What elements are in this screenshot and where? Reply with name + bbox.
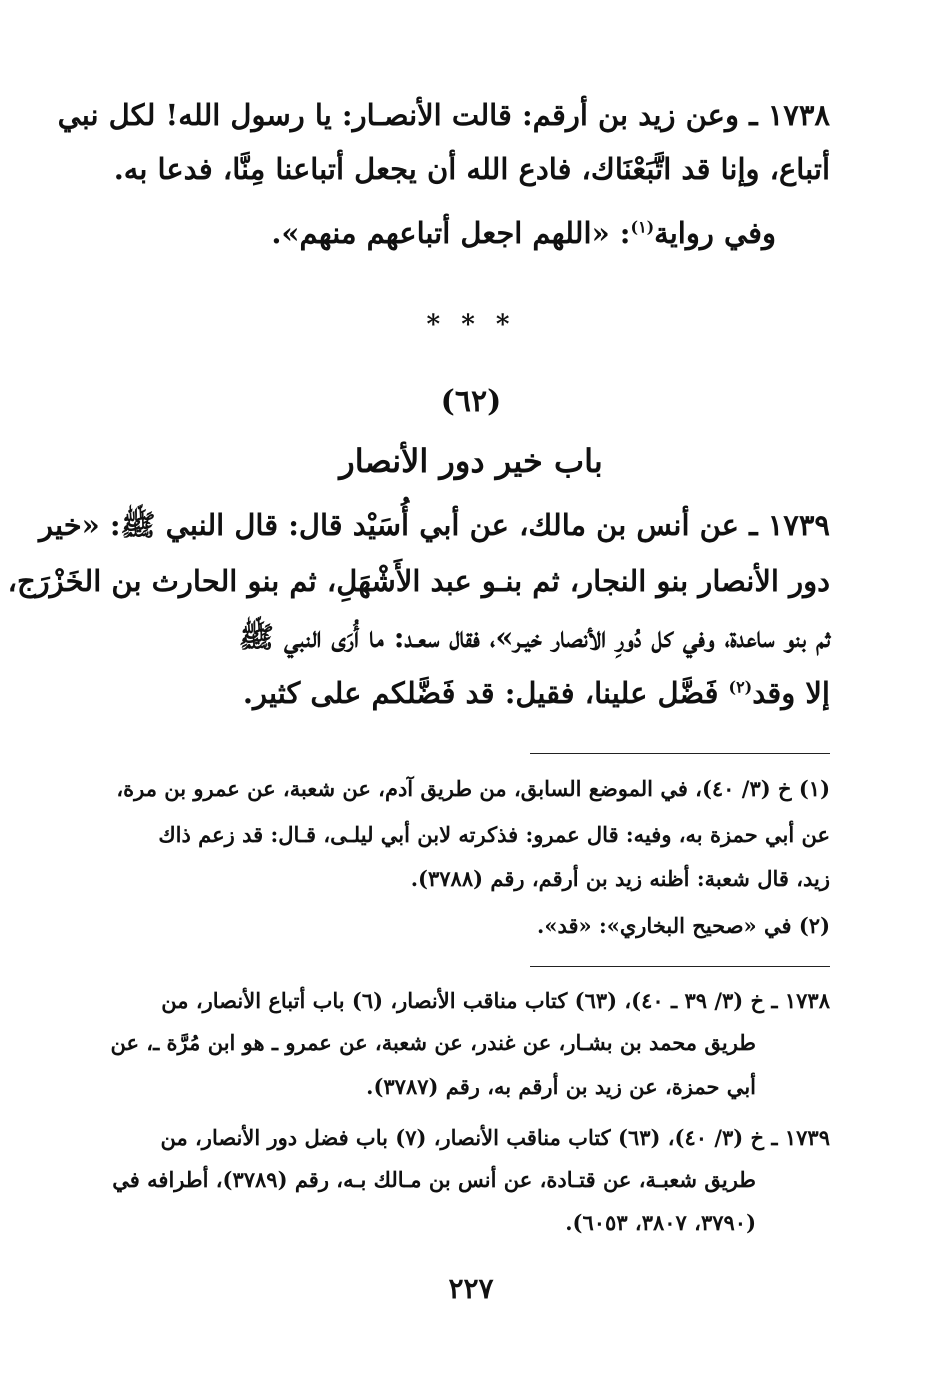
hadith-1739-line-1: ١٧٣٩ ـ عن أنس بن مالك، عن أبي أُسَيْد قال: قال النبي ﷺ: «خير <box>38 508 830 542</box>
takhrij-1739-line-1: ١٧٣٩ ـ خ (٣/ ٤٠)، (٦٣) كتاب مناقب الأنصار، (٧) باب فضل دور الأنصار، من <box>160 1125 830 1150</box>
footnote-ref-1: (١) <box>630 217 655 237</box>
footnote-1-line-1: (١) خ (٣/ ٤٠)، في الموضع السابق، من طريق آدم، عن شعبة، عن عمرو بن مرة، <box>116 776 830 801</box>
chapter-title: باب خير دور الأنصار <box>339 442 603 480</box>
footnote-1-line-2: عن أبي حمزة به، وفيه: قال عمرو: فذكرته لابن أبي ليلـى، قـال: قد زعم ذاك <box>158 822 830 847</box>
takhrij-1739-line-3: (٣٧٩٠، ٣٨٠٧، ٦٠٥٣). <box>565 1210 756 1235</box>
riwaya-text: وفي رواية <box>654 216 776 250</box>
takhrij-1739-line-2: طريق شعبـة، عن قتـادة، عن أنس بن مـالك بـه، رقم (٣٧٨٩)، أطرافه في <box>112 1167 756 1192</box>
footnote-1-line-3: زيد، قال شعبة: أظنه زيد بن أرقم، رقم (٣٧٨٨). <box>410 866 830 891</box>
hadith-1739-line-4-start: إلا وقد <box>752 676 830 710</box>
hadith-1739-line-4-end: فَضَّل علينا، فقيل: قد فَضَّلكم على كثير. <box>242 676 729 710</box>
chapter-number: (٦٢) <box>440 384 502 419</box>
footnote-2: (٢) في «صحيح البخاري»: «قد». <box>537 913 830 938</box>
hadith-1739-line-4 <box>243 676 830 710</box>
takhrij-1738-line-3: أبي حمزة، عن زيد بن أرقم به، رقم (٣٧٨٧). <box>366 1074 756 1099</box>
hadith-1738-riwaya-line <box>271 216 776 250</box>
hadith-1738-line-2: أتباع، وإنا قد اتَّبَعْنَاك، فادع الله أن يجعل أتباعنا مِنَّا، فدعا به. <box>113 152 830 186</box>
footnote-ref-2: (٢) <box>728 677 753 697</box>
takhrij-1738-line-2: طريق محمد بن بشـار، عن غندر، عن شعبة، عن عمرو ـ هو ابن مُرَّة ـ، عن <box>110 1030 756 1055</box>
footnote-divider <box>530 753 830 754</box>
hadith-1739-line-3: ثم بنو ساعدة، وفي كل دُورِ الأنصار خيـر»، فقال سعـد: ما أُرَى النبي ﷺ <box>238 620 830 654</box>
riwaya-quote: : «اللهم اجعل أتباعهم منهم». <box>271 216 631 250</box>
hadith-1738-line-1: ١٧٣٨ ـ وعن زيد بن أرقم: قالت الأنصـار: يا رسول الله! لكل نبي <box>57 98 830 132</box>
takhrij-1738-line-1: ١٧٣٨ ـ خ (٣/ ٣٩ ـ ٤٠)، (٦٣) كتاب مناقب الأنصار، (٦) باب أتباع الأنصار، من <box>161 988 830 1013</box>
section-separator: * * * <box>426 310 516 340</box>
page-number: ٢٢٧ <box>448 1272 494 1305</box>
hadith-1739-line-2: دور الأنصار بنو النجار، ثم بنـو عبد الأَشْهَلِ، ثم بنو الحارث بن الخَزْرَج، <box>7 564 830 598</box>
takhrij-divider <box>530 966 830 967</box>
